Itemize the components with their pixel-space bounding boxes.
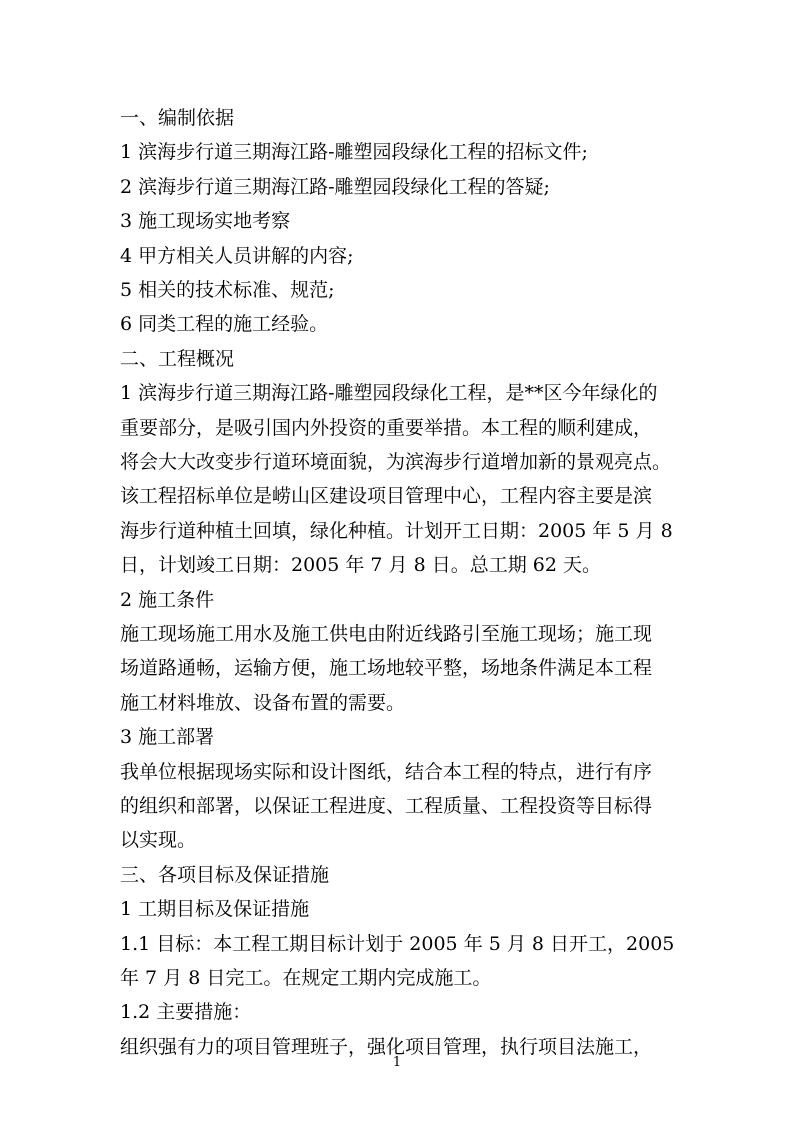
paragraph-line: 该工程招标单位是崂山区建设项目管理中心，工程内容主要是滨 [120, 485, 653, 508]
paragraph-line: 1 滨海步行道三期海江路-雕塑园段绿化工程，是**区今年绿化的 [120, 382, 658, 405]
paragraph-line: 的组织和部署，以保证工程进度、工程质量、工程投资等目标得 [120, 795, 653, 817]
paragraph-line: 1.1 目标：本工程工期目标计划于 2005 年 5 月 8 日开工，2005 [120, 932, 675, 955]
paragraph-line: 年 7 月 8 日完工。在规定工期内完成施工。 [120, 967, 492, 989]
subheading: 2 施工条件 [120, 588, 215, 611]
page-number: 1 [392, 1055, 402, 1070]
paragraph-line: 施工现场施工用水及施工供电由附近线路引至施工现场；施工现 [120, 623, 653, 645]
paragraph-line: 将会大大改变步行道环境面貌，为滨海步行道增加新的景观亮点。 [120, 451, 672, 473]
subheading: 3 施工部署 [120, 726, 215, 749]
section-heading: 一、编制依据 [120, 107, 235, 129]
paragraph-line: 场道路通畅，运输方便，施工场地较平整，场地条件满足本工程 [120, 657, 653, 680]
subheading: 1 工期目标及保证措施 [120, 898, 310, 921]
paragraph-line: 1 滨海步行道三期海江路-雕塑园段绿化工程的招标文件; [120, 141, 588, 164]
paragraph-line: 4 甲方相关人员讲解的内容; [120, 244, 354, 267]
paragraph-line: 2 滨海步行道三期海江路-雕塑园段绿化工程的答疑; [120, 175, 550, 198]
subheading: 1.2 主要措施： [120, 1001, 252, 1024]
paragraph-line: 6 同类工程的施工经验。 [120, 313, 329, 336]
paragraph-line: 日，计划竣工日期：2005 年 7 月 8 日。总工期 62 天。 [120, 554, 601, 577]
paragraph-line: 重要部分，是吸引国内外投资的重要举措。本工程的顺利建成， [120, 416, 653, 439]
paragraph-line: 海步行道种植土回填，绿化种植。计划开工日期：2005 年 5 月 8 [120, 519, 673, 542]
paragraph-line: 3 施工现场实地考察 [120, 210, 291, 233]
paragraph-line: 我单位根据现场实际和设计图纸，结合本工程的特点，进行有序 [120, 760, 653, 783]
paragraph-line: 组织强有力的项目管理班子，强化项目管理，执行项目法施工， [120, 1035, 653, 1058]
section-heading: 二、工程概况 [120, 347, 235, 370]
paragraph-line: 以实现。 [120, 829, 197, 852]
paragraph-line: 施工材料堆放、设备布置的需要。 [120, 691, 406, 714]
section-heading: 三、各项目标及保证措施 [120, 863, 330, 886]
paragraph-line: 5 相关的技术标准、规范; [120, 279, 335, 301]
